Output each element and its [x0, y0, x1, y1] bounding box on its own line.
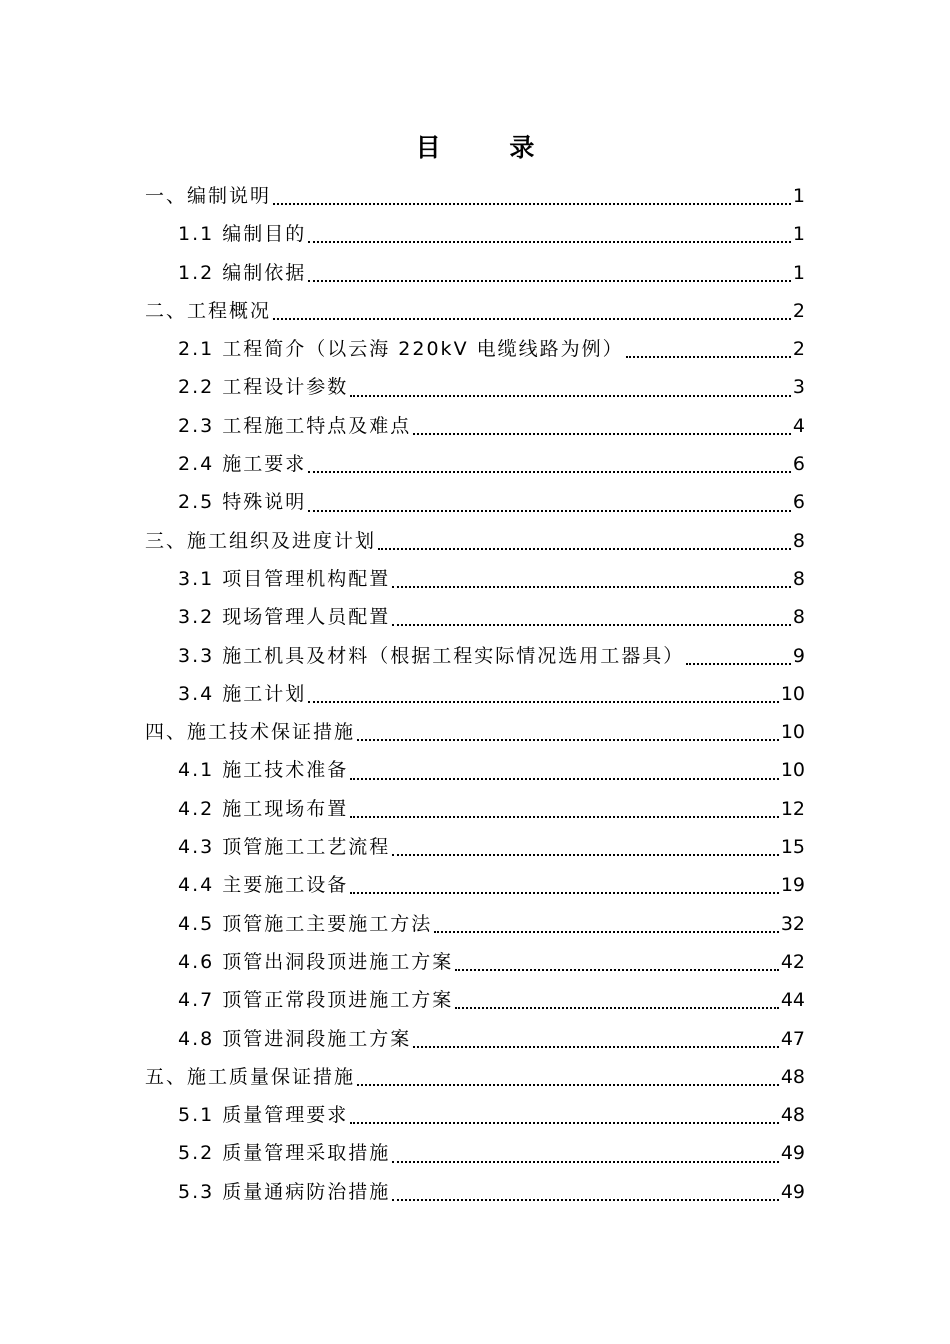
toc-subsection-entry[interactable] — [145, 598, 805, 636]
toc-subsection-entry[interactable] — [145, 407, 805, 445]
toc-subsection-entry[interactable] — [145, 1173, 805, 1211]
toc-dot-leader — [308, 227, 791, 247]
toc-section-entry[interactable] — [145, 713, 805, 751]
toc-dot-leader — [350, 878, 779, 898]
toc-dot-leader — [392, 1147, 779, 1167]
toc-page-number: 32 — [780, 912, 805, 935]
toc-section-entry[interactable] — [145, 522, 805, 560]
toc-dot-leader — [378, 534, 791, 554]
toc-dot-leader — [308, 457, 791, 477]
toc-page-number: 8 — [792, 529, 805, 552]
toc-entry-label: 3.3 施工机具及材料（根据工程实际情况选用工器具） — [178, 644, 685, 667]
toc-page-number: 3 — [792, 376, 805, 399]
toc-entry-label: 一、编制说明 — [145, 185, 272, 207]
toc-section-entry[interactable] — [145, 1058, 805, 1096]
toc-subsection-entry[interactable] — [145, 1096, 805, 1134]
toc-page-number: 2 — [792, 338, 805, 361]
toc-page-number: 44 — [780, 989, 805, 1012]
toc-subsection-entry[interactable] — [145, 445, 805, 483]
toc-page-number: 1 — [792, 185, 805, 207]
toc-dot-leader — [308, 496, 791, 516]
toc-subsection-entry[interactable] — [145, 675, 805, 713]
toc-dot-leader — [308, 266, 791, 286]
toc-subsection-entry[interactable] — [145, 751, 805, 789]
toc-dot-leader — [455, 955, 779, 975]
toc-entry-label: 2.3 工程施工特点及难点 — [178, 414, 412, 437]
toc-dot-leader — [686, 649, 791, 669]
toc-entry-label: 4.7 顶管正常段顶进施工方案 — [178, 989, 454, 1012]
toc-dot-leader — [350, 1108, 779, 1128]
toc-subsection-entry[interactable] — [145, 1134, 805, 1172]
toc-page-number: 49 — [780, 1142, 805, 1165]
toc-page-number: 6 — [792, 453, 805, 476]
toc-entry-label: 5.1 质量管理要求 — [178, 1104, 349, 1127]
toc-subsection-entry[interactable] — [145, 1020, 805, 1058]
toc-dot-leader — [413, 419, 791, 439]
toc-page-number: 8 — [792, 567, 805, 590]
toc-subsection-entry[interactable] — [145, 866, 805, 904]
toc-entry-label: 5.2 质量管理采取措施 — [178, 1142, 391, 1165]
toc-page-number: 2 — [792, 299, 805, 322]
toc-page-number: 1 — [792, 223, 805, 246]
toc-page-number: 42 — [780, 950, 805, 973]
toc-entry-label: 4.1 施工技术准备 — [178, 759, 349, 782]
toc-entry-label: 五、施工质量保证措施 — [145, 1065, 356, 1088]
table-of-contents — [145, 177, 805, 1211]
toc-entry-label: 3.1 项目管理机构配置 — [178, 567, 391, 590]
toc-entry-label: 四、施工技术保证措施 — [145, 721, 356, 744]
toc-entry-label: 1.1 编制目的 — [178, 223, 307, 246]
toc-page-number: 4 — [792, 414, 805, 437]
toc-title: 目 录 — [415, 133, 565, 162]
toc-page-number: 19 — [780, 874, 805, 897]
toc-subsection-entry[interactable] — [145, 215, 805, 253]
toc-entry-label: 4.5 顶管施工主要施工方法 — [178, 912, 433, 935]
toc-entry-label: 3.4 施工计划 — [178, 682, 307, 705]
toc-entry-label: 2.1 工程简介（以云海 220kV 电缆线路为例） — [178, 338, 624, 361]
toc-subsection-entry[interactable] — [145, 368, 805, 406]
toc-page-number: 15 — [780, 836, 805, 859]
toc-entry-label: 三、施工组织及进度计划 — [145, 529, 377, 552]
toc-dot-leader — [357, 725, 779, 745]
toc-dot-leader — [413, 1032, 779, 1052]
toc-page-number: 1 — [792, 261, 805, 284]
toc-entry-label: 4.3 顶管施工工艺流程 — [178, 836, 391, 859]
toc-subsection-entry[interactable] — [145, 790, 805, 828]
toc-dot-leader — [626, 342, 791, 362]
toc-dot-leader — [392, 1185, 779, 1205]
toc-dot-leader — [392, 572, 791, 592]
toc-dot-leader — [273, 304, 791, 324]
toc-entry-label: 4.8 顶管进洞段施工方案 — [178, 1027, 412, 1050]
toc-page-number: 9 — [792, 644, 805, 667]
toc-page-number: 6 — [792, 491, 805, 514]
toc-entry-label: 3.2 现场管理人员配置 — [178, 606, 391, 629]
toc-subsection-entry[interactable] — [145, 254, 805, 292]
toc-page-number: 12 — [780, 797, 805, 820]
toc-dot-leader — [434, 917, 779, 937]
toc-page-number: 10 — [780, 682, 805, 705]
toc-dot-leader — [392, 610, 791, 630]
toc-dot-leader — [273, 189, 791, 209]
toc-subsection-entry[interactable] — [145, 905, 805, 943]
toc-subsection-entry[interactable] — [145, 637, 805, 675]
toc-entry-label: 4.6 顶管出洞段顶进施工方案 — [178, 950, 454, 973]
toc-entry-label: 2.4 施工要求 — [178, 453, 307, 476]
toc-dot-leader — [455, 993, 779, 1013]
toc-page-number: 49 — [780, 1180, 805, 1203]
toc-section-entry[interactable] — [145, 292, 805, 330]
toc-entry-label: 5.3 质量通病防治措施 — [178, 1180, 391, 1203]
toc-dot-leader — [357, 1070, 779, 1090]
toc-dot-leader — [308, 687, 779, 707]
toc-subsection-entry[interactable] — [145, 981, 805, 1019]
toc-entry-label: 2.5 特殊说明 — [178, 491, 307, 514]
toc-dot-leader — [350, 381, 791, 401]
toc-page-number: 10 — [780, 759, 805, 782]
toc-page-number: 8 — [792, 606, 805, 629]
toc-subsection-entry[interactable] — [145, 483, 805, 521]
toc-subsection-entry[interactable] — [145, 943, 805, 981]
toc-entry-label: 4.4 主要施工设备 — [178, 874, 349, 897]
toc-entry-label: 4.2 施工现场布置 — [178, 797, 349, 820]
toc-page-number: 47 — [780, 1027, 805, 1050]
toc-subsection-entry[interactable] — [145, 828, 805, 866]
toc-entry-label: 1.2 编制依据 — [178, 261, 307, 284]
toc-dot-leader — [350, 764, 779, 784]
toc-page-number: 10 — [780, 721, 805, 744]
toc-page-number: 48 — [780, 1065, 805, 1088]
toc-section-entry[interactable] — [145, 177, 805, 215]
toc-subsection-entry[interactable] — [145, 560, 805, 598]
toc-page-number: 48 — [780, 1104, 805, 1127]
toc-subsection-entry[interactable] — [145, 330, 805, 368]
toc-entry-label: 2.2 工程设计参数 — [178, 376, 349, 399]
toc-dot-leader — [350, 802, 779, 822]
toc-entry-label: 二、工程概况 — [145, 299, 272, 322]
toc-dot-leader — [392, 840, 779, 860]
